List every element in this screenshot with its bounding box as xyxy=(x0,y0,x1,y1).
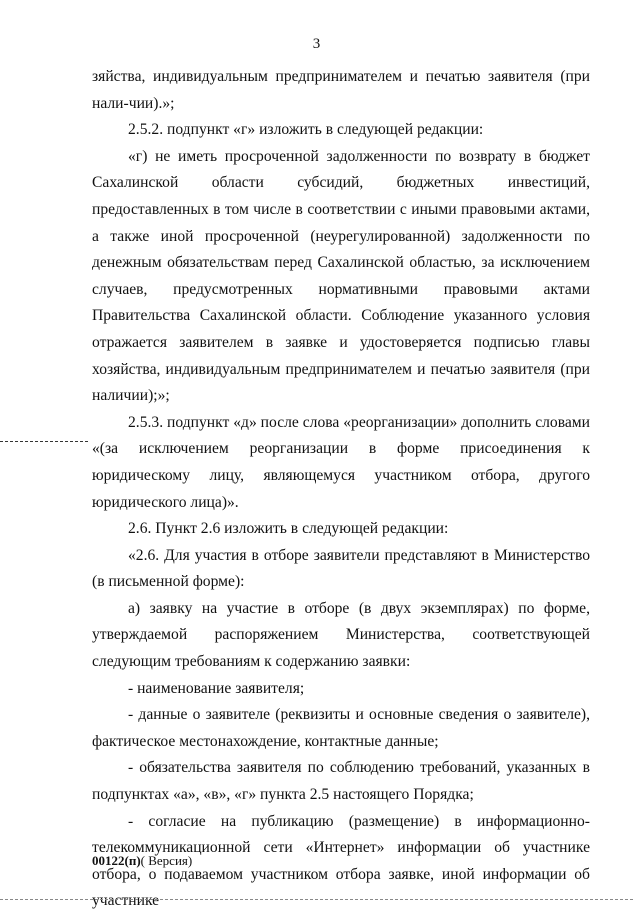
paragraph-1: зяйства, индивидуальным предпринимателем и печатью заявителя (при нали-чии).»; xyxy=(92,68,590,112)
document-version: ( Версия) xyxy=(140,853,193,868)
document-body xyxy=(92,64,590,915)
bottom-dashed-line xyxy=(0,899,633,900)
margin-dashed-line xyxy=(0,441,88,442)
paragraph-7: а) заявку на участие в отборе (в двух экземплярах) по форме, утверждаемой распоряжением Министерства, соответствующей следующим требованиям к содержанию заявки: xyxy=(92,599,590,671)
page-number: 3 xyxy=(312,36,321,52)
paragraph-10: - обязательства заявителя по соблюдению требований, указанных в подпунктах «а», «в», «г» пункта 2.5 настоящего Порядка; xyxy=(92,759,590,804)
paragraph-4: 2.5.3. подпункт «д» после слова «реорганизации» дополнить словами «(за исключением реорганизации в форме присоединения к юридическому лицу, являющемуся участником отбора, другого юридического лица)». xyxy=(92,413,590,511)
document-footer-code xyxy=(92,853,192,869)
paragraph-5: 2.6. Пункт 2.6 изложить в следующей редакции: xyxy=(128,520,449,538)
paragraph-2: 2.5.2. подпункт «г» изложить в следующей редакции: xyxy=(128,121,484,139)
paragraph-9: - данные о заявителе (реквизиты и основные сведения о заявителе), фактическое местонахождение, контактные данные; xyxy=(92,706,590,750)
paragraph-11: - согласие на публикацию (размещение) в информационно-телекоммуникационной сети «Интернет» информации об участнике отбора, о подаваемом участником отбора заявке, иной информации об участнике xyxy=(92,812,590,910)
paragraph-3: «г) не иметь просроченной задолженности по возврату в бюджет Сахалинской области субсидий, бюджетных инвестиций, предоставленных в том числе в соответствии с иными правовыми актами, а также иной просроченной (неурегулированной) задолженности по денежным обязательствам перед Сахалинской областью, за исключением случаев, предусмотренных нормативными правовыми актами Правительства Сахалинской области. Соблюдение указанного условия отражается заявителем в заявке и удостоверяется подписью главы хозяйства, индивидуальным предпринимателем и печатью заявителя (при наличии);»; xyxy=(92,147,590,405)
document-code: 00122(п) xyxy=(92,853,141,868)
paragraph-6: «2.6. Для участия в отборе заявители представляют в Министерство (в письменной форме): xyxy=(92,546,590,591)
paragraph-8: - наименование заявителя; xyxy=(128,679,305,697)
